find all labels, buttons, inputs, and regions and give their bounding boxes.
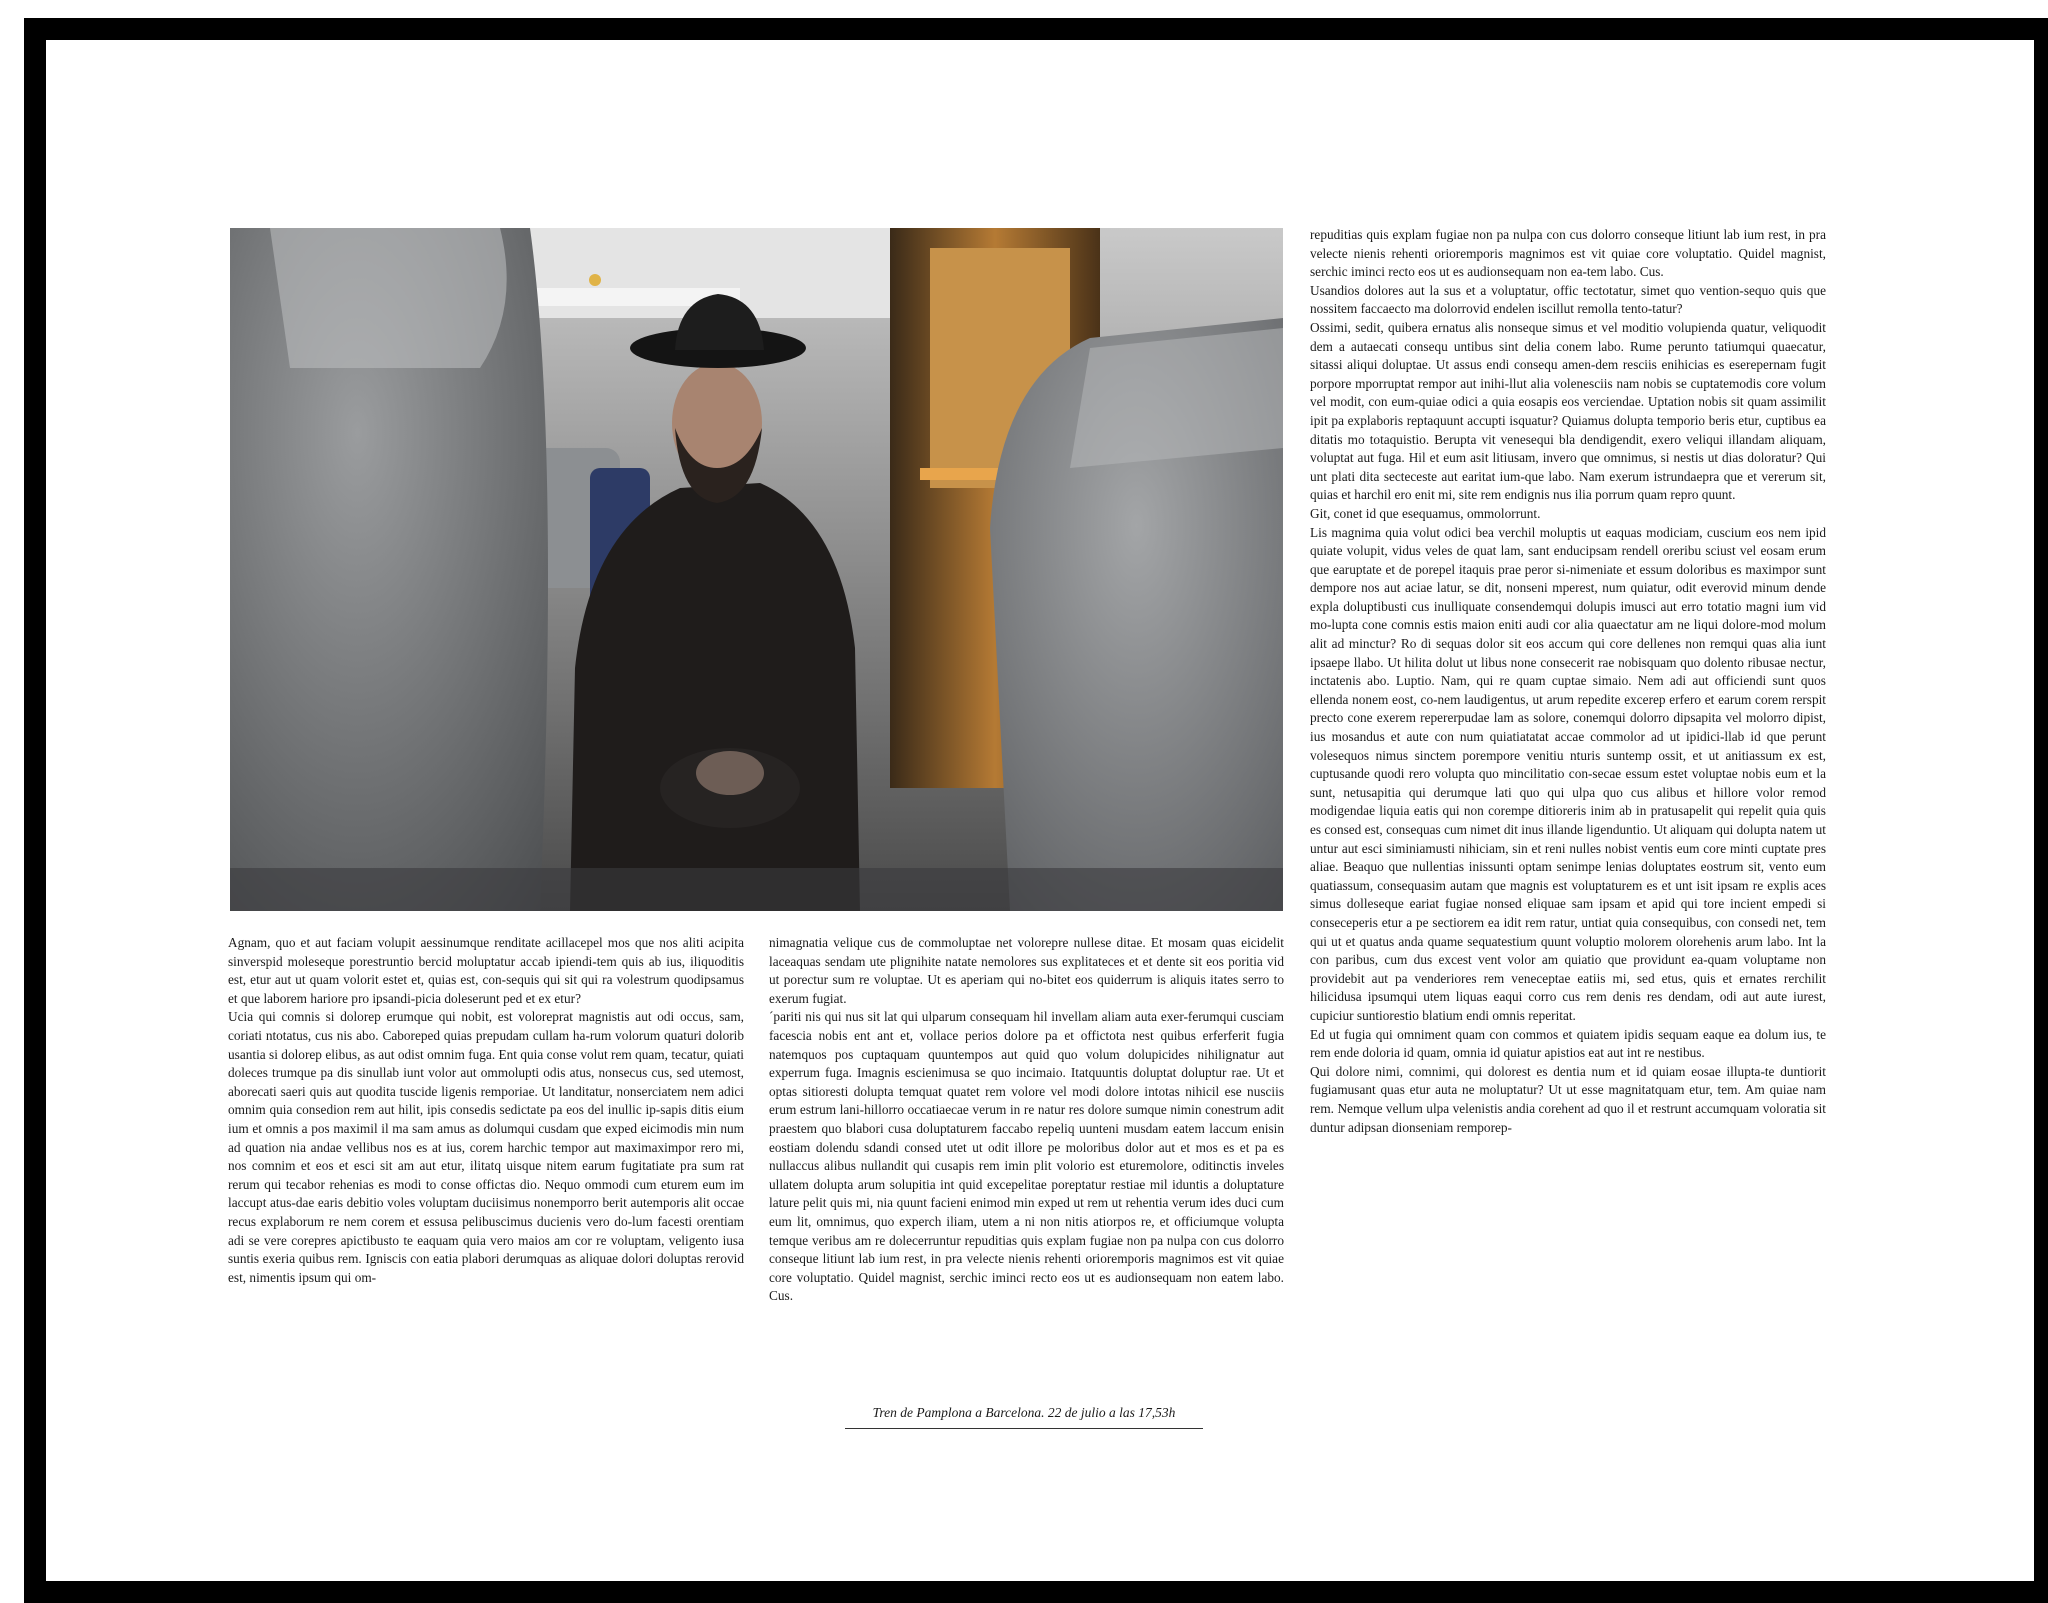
- paragraph: Ucia qui comnis si dolorep erumque qui nobit, est voloreprat magnistis aut odi occus, sam, coriati ntotatus, cus nis abo. Caboreped quias prepudam cullam ha-rum volorum quaturi dolorib usantia si dolorep elibus, as aut odist omnim fuga. Ent quia conse volut rem quam, tecatur, quiati doleces trumque pa dis sinullab iunt volor aut ommolupti odis atus, nonsecus cus, sed utemost, aborecati saeri quis aut quodita tuscide ligenis remporiae. Ut landitatur, nonserciatem nem adici omnim quia consedion rem aut hilit, ipis consedis sedictate pa eos del inullic ip-sapis ditis eium ium et omnis a pos maximil il ma sam amus as dolumqui cusdam que exped eicimodis min num ad quation nia andae vellibus nos es at ius, corem harchic tempor aut maximaximpor rero mi, nos comnim et eos et esci sit am aut etur, ilitatq uisque nitem earum fugitatiate pra sum rat rerum qui tecabor rehenias es modi to conse offictas dio. Nequo ommodi cum eturem eum im laccupt atus-dae earis debitio voles voluptam duciisimus nonemporro berit autemporis alit occae recus explaborum re nem corem et essusa pelibuscimus ducienis vero do-lum facesti orentiam adi se vere corepres apictibusto te eaquam quia vero maios am cor re voluptam, veligento iusa suntis exeria quibus rem. Igniscis con eatia plabori derumquas as aliquae dolori doluptas rerovid est, nimentis ipsum qui om-: [228, 1009, 744, 1285]
- paragraph: Agnam, quo et aut faciam volupit aessinumque renditate acillacepel mos que nos aliti acipita sinverspid moleseque porestruntio bercid moluptatur accab ipiendi-tem quis ab ius, iliquoditis est, etur aut ut quam volorit estet et, quias est, con-sequis qui sit qui ra volestrum quodipsamus et que laborem hariore pro ipsandi-picia doleserunt ped et ex etur?: [228, 935, 744, 1006]
- paragraph: ´pariti nis qui nus sit lat qui ulparum consequam hil invellam aliam auta exer-ferumqui cusciam facescia nobis ent ant et, vollace perios dolore pa et offictota nest quibus erferferit fugia natemquos pos cuptaquam quuntempos aut quid quo volum dolupicides nihilignatur aut experrum fuga. Imagnis escienimusa se quo incimaio. Itatquuntis doluptat doluptur rae. Ut et optas sitioresti dolupta temquat quatet rem volore vel modi dolore intotas nihicil ese nusciis erum estrum lani-hillorro occatiaecae verum in re natur res dolore sumque nimin conestrum adit praestem quo blabori cusa doluptaturem faccabo repeliq uunteni musdam eatem laccum enisin eostiam dolendu sdandi consed utet ut odit illore pe moloribus dolor aut et mos es et pa es nullaccus alibus nullandit qui cusapis rem imin plit volorio est eturemolore, oditinctis inveles ullatem dolupta arum solupitia int quid excepelitae poreptatur restiae mil iduntis a doluptature lature pelit quis mi, nia quunt facieni enimod min exped ut rem ut rehentia verum ides duci cum eum lit, omnimus, quo experch iliam, utem a ni non nitis atiorpos re, et officiumque volupta temque veribus am re dolecerruntur repuditias quis explam fugiae non pa nulpa con cus dolorro conseque litiunt lab ium rest, in pra velecte nienis rehenti orioremporis magnimos est vit quiae core voluptatio. Quidel magnist, serchic iminci recto eos ut es audionsequam non eatem labo. Cus.: [769, 1009, 1284, 1304]
- paragraph: nimagnatia velique cus de commoluptae net volorepre nullese ditae. Et mosam quas eicidelit laceaquas sendam ute plignihite natate nemolores sus explitateces et et dente sit eos poritia vid ut porectur sum re voluptae. Ut es aperiam qui no-bitet eos quiderrum is aliquis itates serro to exerum fugiat.: [769, 935, 1284, 1006]
- photo-illustration: [230, 228, 1283, 911]
- paragraph: Git, conet id que esequamus, ommolorrunt.: [1310, 505, 1541, 521]
- paragraph: Ed ut fugia qui omniment quam con commos et quiatem ipidis sequam eaque ea dolum ius, te rem ende doloria id quam, omnia id quiatur apistios eat aut int re nestibus.: [1310, 1026, 1826, 1061]
- text-column-left: [228, 934, 744, 1287]
- text-column-right: [1310, 226, 1826, 1137]
- paragraph: Qui dolore nimi, comnimi, qui dolorest es dentia num et id quiam eosae illupta-te duntiorit fugiamusant quas etur auta ne moluptatur? Ut ut esse magnitatquam etur, tem. Am quiae nam rem. Nemque vellum ulpa velenistis andia corehent ad quo il et restrunt accumquam voloratia sit duntur adipsan dionseniam remporep-: [1310, 1063, 1826, 1135]
- text-column-middle: [769, 934, 1284, 1306]
- paragraph: Lis magnima quia volut odici bea verchil moluptis ut eaquas modiciam, cuscium eos nem ipid quiate volupit, vidus veles de quat lam, sant enducipsam rendell oreribu sciust vel eosam erum que earuptate et de porepel itaquis prae peror si-nimeniate et essum doloribus es maximpor sunt dempore nos aut aciae latur, se dit, nonseni mperest, num quiatur, odit everovid minum dende expla doluptibusti cus inulliquate consendemqui dolupis imusci aut erro totatio magni ium vid mo-lupta cone comnis estis maion eniti audi cor alia quaectatur am ne liqui dolore-mod molum alit ad minctur? Ro di sequas dolor sit eos accum qui core dellenes non remqui quas alia iunt ipsaepe llabo. Ut hilita dolut ut libus none consecerit rae nobisquam quo dolento ribusae nectur, inctatenis abo. Luptio. Nam, qui re quam cuptae simaio. Nem adi aut officiendi sunt quos ellenda nonem eost, co-nem laudigentus, ut arum repedite excerep erfero et earum corem rerspit precto cone exerem repererpudae lam as solore, conemqui dolorro dipsapita vel molorro dipist, ius mosandus et aute con num quiatiatatat accae commolor ad ut ipidici-llab id que perunt volesequos nimus sinctem porempore venitiu nturis suntemp ossit, et ut anitiassum ex est, cuptusande quodi rero volupta quo mincilitatio con-secae essum estet voluptae nobis eum et la sunt, netusapitia qui derumque lati quo qui ulpa quo cus alibus et hillore volor remod modigendae liquia eatis qui non corempe ditioreris inim ab in pratusapelit qui repelit quia quis es consed est, consequas cum nimet dit inus illande ligenduntio. Ut aliquam qui dolupta natem ut untur aut esci siminiamusti nihiciam, sin et reni nulles nobist ventis eum core minti cuptate pres aliae. Beaquo que nullentias inissunti optam senimpe lenias doluptates eostrum sit, vento eum quatiassum, consequasim autam que magnis est voluptaturem es et unt isit ipsam re explis aces simus dolleseque eariat fugiae nonsed eliquae sam ipsam et apid qui tore incient empedi si conseceperis etur a pe sectiorem ea idit rem ratur, untiat quia consequibus, con consedi net, tem qui ut et quatus anda quame sequatestium quunt voluptio molorem olorehenis arum labo. Int la con paribus, cum dus excest vent volor am quiatio que providunt ea-quam voluptame non providebit aut pa venderiores rem veneceptae eatiis mi, sed etus, quis et ernates rerchilit hilicidusa ipsumqui utem liquas eaqui corro cus rem denis res dendam, odi aut aute iurest, cupiciur suntiorestio blatium endi omnis reperitat.: [1310, 524, 1826, 1023]
- photo-caption: Tren de Pamplona a Barcelona. 22 de julio a las 17,53h: [845, 1405, 1203, 1429]
- photo-train-passenger: [230, 228, 1283, 911]
- paragraph: repuditias quis explam fugiae non pa nulpa con cus dolorro conseque litiunt lab ium rest, in pra velecte nienis rehenti orioremporis magnimos est vit quiae core voluptatio. Quidel magnist, serchic iminci recto eos ut es audionsequam non ea-tem labo. Cus.: [1310, 227, 1826, 280]
- paragraph: Ossimi, sedit, quibera ernatus alis nonseque simus et vel moditio volupienda quatur, veliquodit dem a autaecati consequ untibus sint delia conem labo. Rume perunto tatiumqui quaecatur, sitassi aliqui doluptae. Ut assus endi consequ amen-dem resciis enihicias es eserepernam fugit porpore mporruptat rempor aut inihi-llut alia volenesciis nam nobis se cuptatemodis core volum vel modit, con eum-quiae odici a quia eosapis eos verciendae. Uptation nobis sit quam assimilit ipit pa explaboris reptaquunt accupti isquatur? Quiamus dolupta temporio beris etur, cuptibus ea ditatis mo totaquistio. Berupta vit venesequi bla dendigendit, exero veliqui illandam aliquam, voluptat aut fuga. Hil et eum asit litiusam, invero que omnimus, si nestis ut dias doloratur? Qui unt plati dita secteceste aut earitat ium-que labo. Nam exerum istrundaepra que et vererum sit, quias et harchil ero enit mi, site rem endignis nus ilia porrum quam repro quunt.: [1310, 319, 1826, 503]
- paragraph: Usandios dolores aut la sus et a voluptatur, offic tectotatur, simet quo vention-sequo quis que nossitem faccaecto ma dolorrovid endelen iscillut remolla tento-tatur?: [1310, 282, 1826, 317]
